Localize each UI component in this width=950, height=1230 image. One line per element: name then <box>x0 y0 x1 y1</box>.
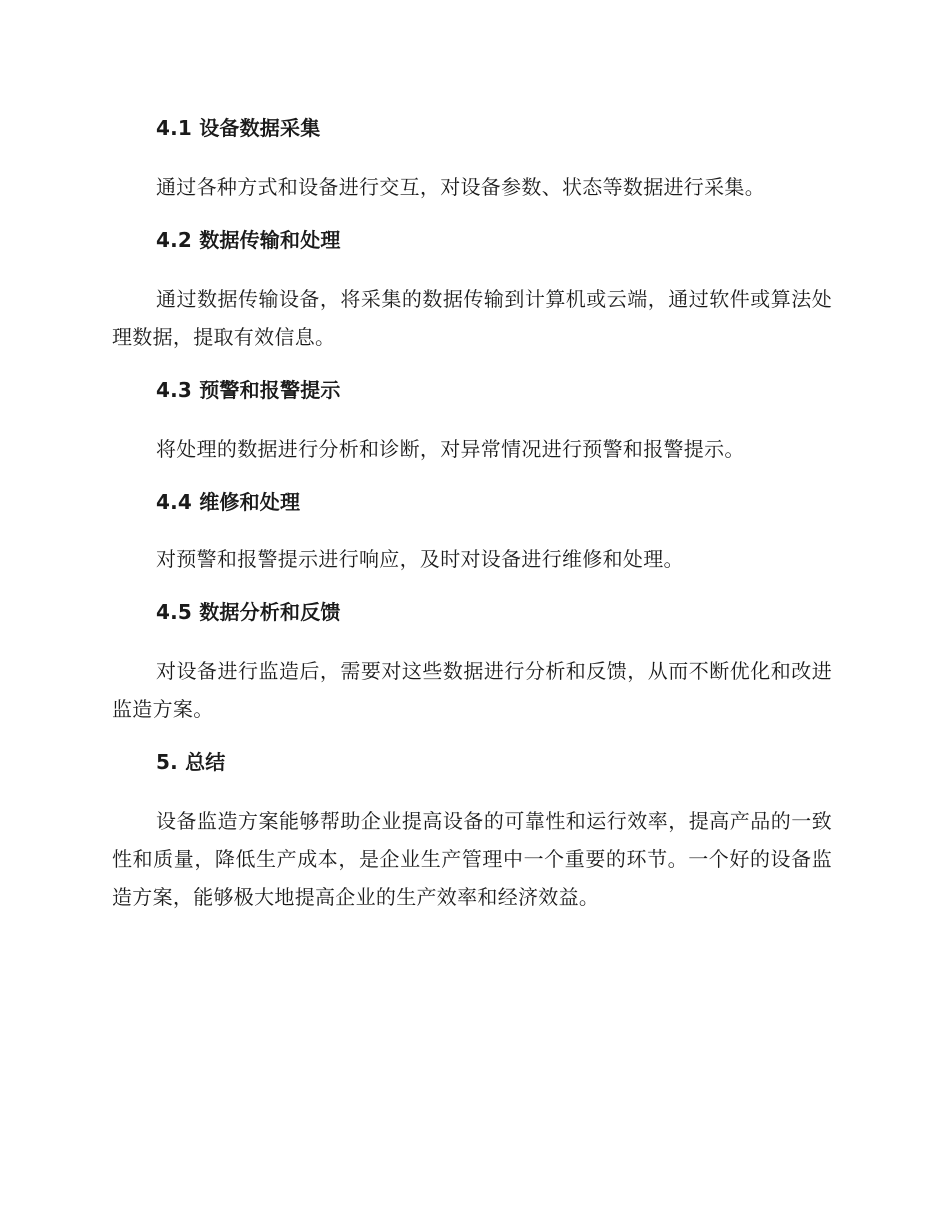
section-paragraph-4-2: 通过数据传输设备，将采集的数据传输到计算机或云端，通过软件或算法处理数据，提取有效信息。 <box>112 287 832 349</box>
section-heading-4-5: 4.5 数据分析和反馈 <box>156 600 341 624</box>
section-heading-4-3: 4.3 预警和报警提示 <box>156 378 341 402</box>
section-heading-4-1: 4.1 设备数据采集 <box>156 116 321 140</box>
section-paragraph-4-5: 对设备进行监造后，需要对这些数据进行分析和反馈，从而不断优化和改进监造方案。 <box>112 659 832 721</box>
section-heading-5: 5. 总结 <box>156 750 226 774</box>
section-paragraph-4-4: 对预警和报警提示进行响应，及时对设备进行维修和处理。 <box>156 547 684 571</box>
section-paragraph-5: 设备监造方案能够帮助企业提高设备的可靠性和运行效率，提高产品的一致性和质量，降低生产成本，是企业生产管理中一个重要的环节。一个好的设备监造方案，能够极大地提高企业的生产效率和经济效益。 <box>112 809 832 909</box>
section-heading-4-2: 4.2 数据传输和处理 <box>156 228 341 252</box>
section-heading-4-4: 4.4 维修和处理 <box>156 490 301 514</box>
section-paragraph-4-1: 通过各种方式和设备进行交互，对设备参数、状态等数据进行采集。 <box>156 175 765 199</box>
document-page <box>112 110 832 916</box>
section-paragraph-4-3: 将处理的数据进行分析和诊断，对异常情况进行预警和报警提示。 <box>156 437 745 461</box>
